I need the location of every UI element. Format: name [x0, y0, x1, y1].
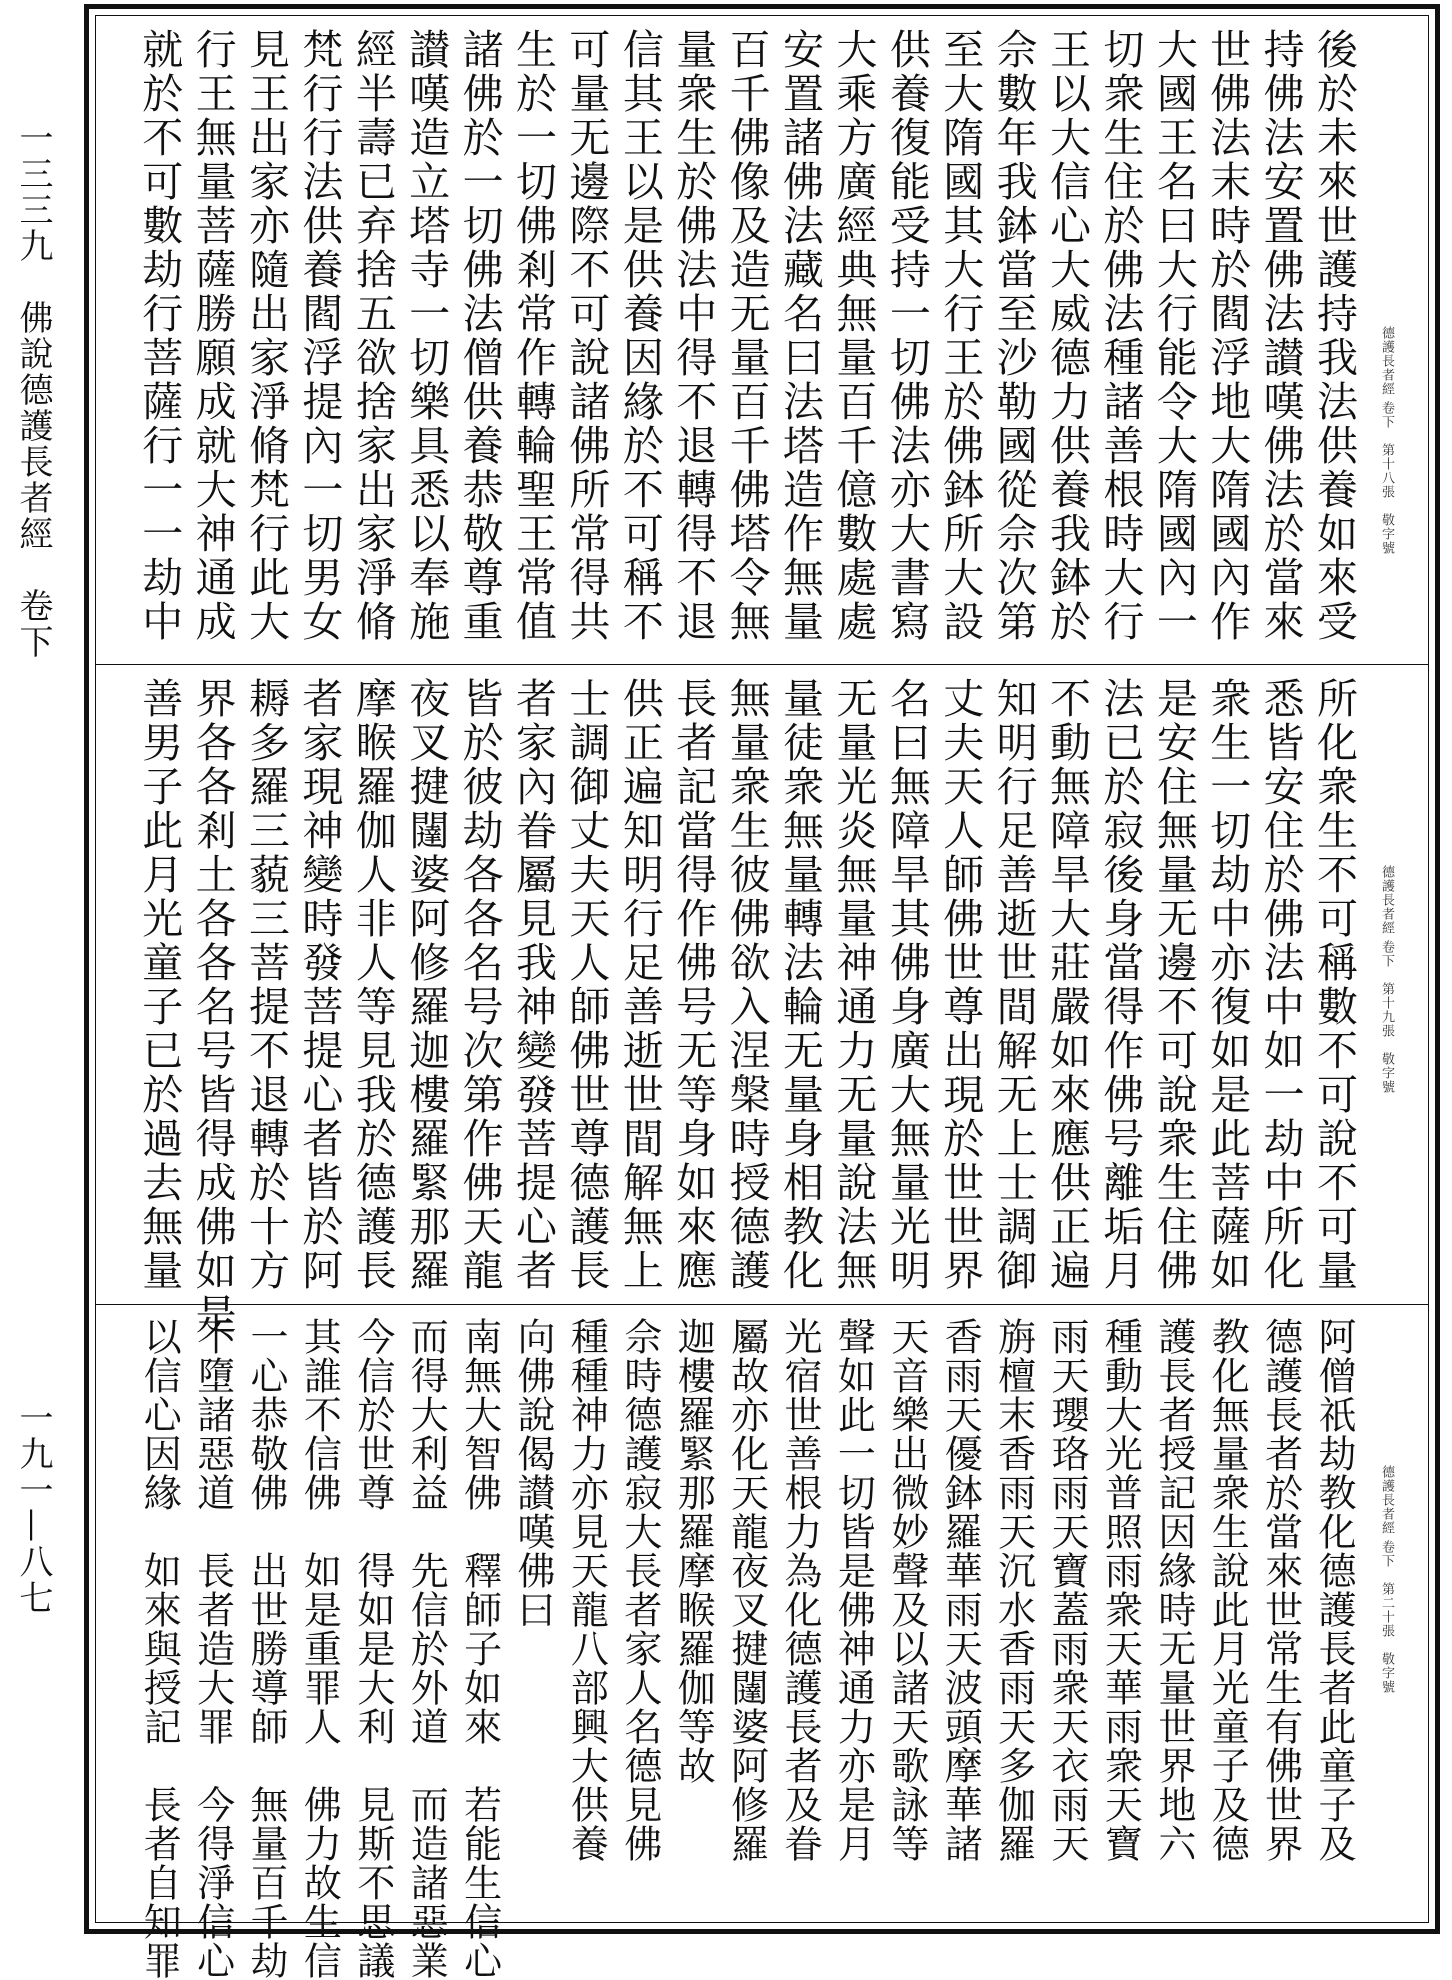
register-2	[96, 664, 1428, 1337]
register-margin-note: 德護長者經 卷下 第十八張 敬字號	[1379, 326, 1394, 556]
text-column: 大國王名曰大行能令大隋國內一	[1149, 28, 1198, 644]
text-column: 世佛法末時於閻浮地大隋國內作	[1203, 28, 1252, 644]
text-column: 大乘方廣經典無量百千億數處處	[829, 28, 878, 644]
text-column: 悉皆安住於佛法中如一劫中所化	[1256, 677, 1305, 1293]
text-column: 者家內眷屬見我神變發菩提心者	[509, 677, 557, 1293]
text-column: 是安住無量无邊不可說衆生住佛	[1149, 677, 1198, 1293]
text-column: 切衆生住於佛法種諸善根時大行	[1096, 28, 1145, 644]
text-column: 聲如此一切皆是佛神通力亦是月	[831, 1317, 876, 1863]
text-column: 而得大利益 先信於外道 而造諸惡業	[404, 1317, 449, 1980]
text-column: 名曰無障旱其佛身廣大無量光明	[882, 677, 931, 1293]
text-column: 士調御丈夫天人師佛世尊德護長	[562, 677, 611, 1293]
text-column: 摩睺羅伽人非人等見我於德護長	[348, 677, 397, 1293]
text-column: 皆於彼劫各各名号次第作佛天龍	[455, 677, 504, 1293]
text-column: 不墮諸惡道 長者造大罪 今得淨信心	[190, 1317, 235, 1980]
text-column: 見王出家亦隨出家淨脩梵行此大	[242, 28, 290, 644]
text-column: 丈夫天人師佛世尊出現於世世界	[936, 677, 985, 1293]
text-column: 知明行足善逝世間解无上士調御	[989, 677, 1038, 1293]
text-column: 種動大光普照雨衆天華雨衆天寶	[1098, 1317, 1143, 1863]
register-margin-note: 德護長者經 卷下 第二十張 敬字號	[1379, 1465, 1394, 1695]
text-column: 不動無障旱大莊嚴如來應供正遍	[1043, 677, 1091, 1293]
text-column: 德護長者於當來世常生有佛世界	[1258, 1317, 1303, 1863]
text-column: 百千佛像及造无量百千佛塔令無	[722, 28, 771, 644]
text-column: 屬故亦化天龍夜叉揵闥婆阿修羅	[724, 1317, 769, 1863]
text-column: 後於未來世護持我法供養如來受	[1310, 28, 1358, 644]
text-column: 善男子此月光童子已於過去無量	[135, 677, 184, 1293]
text-column: 至大隋國其大行王於佛鉢所大設	[936, 28, 985, 644]
text-column: 長者記當得作佛号无等身如來應	[669, 677, 718, 1293]
text-column: 佘數年我鉢當至沙勒國從佘次第	[989, 28, 1038, 644]
text-column: 護長者授記因緣時无量世界地六	[1151, 1317, 1196, 1863]
text-column: 旃檀末香雨天沉水香雨天多伽羅	[991, 1317, 1036, 1863]
text-column: 量衆生於佛法中得不退轉得不退	[669, 28, 718, 644]
text-column: 南無大智佛 釋師子如來 若能生信心	[457, 1317, 502, 1980]
margin-page-number: 一九一—八七	[13, 1400, 53, 1616]
text-column: 讃嘆造立塔寺一切樂具悉以奉施	[402, 28, 451, 644]
text-column: 安置諸佛法藏名曰法塔造作無量	[776, 28, 824, 644]
text-column: 一心恭敬佛 出世勝導師 無量百千劫	[244, 1317, 288, 1980]
text-column: 無量衆生彼佛欲入涅槃時授德護	[722, 677, 771, 1293]
text-column: 今信於世尊 得如是大利 見斯不思議	[350, 1317, 395, 1980]
text-column: 耨多羅三藐三菩提不退轉於十方	[242, 677, 290, 1293]
text-column: 可量无邊際不可說諸佛所常得共	[562, 28, 611, 644]
page-inner-border	[95, 15, 1429, 1980]
text-column: 經半壽已弃捨五欲捨家出家淨脩	[348, 28, 397, 644]
text-column: 夜叉揵闥婆阿修羅迦樓羅緊那羅	[402, 677, 451, 1293]
text-column: 教化無量衆生說此月光童子及德	[1205, 1317, 1250, 1863]
text-column: 界各各剎土各各名号皆得成佛如是	[188, 677, 237, 1337]
text-column: 雨天瓔珞雨天寶蓋雨衆天衣雨天	[1045, 1317, 1089, 1863]
text-column: 信其王以是供養因緣於不可稱不	[615, 28, 664, 644]
text-column: 供養復能受持一切佛法亦大書寫	[882, 28, 931, 644]
text-column: 諸佛於一切佛法僧供養恭敬尊重	[455, 28, 504, 644]
text-column: 无量光炎無量神通力无量說法無	[829, 677, 878, 1293]
text-column: 其誰不信佛 如是重罪人 佛力故生信	[297, 1317, 342, 1980]
text-column: 供正遍知明行足善逝世間解無上	[615, 677, 664, 1293]
text-column: 所化衆生不可稱數不可說不可量	[1310, 677, 1358, 1293]
text-column: 向佛說偈讃嘆佛曰	[511, 1317, 555, 1629]
text-column: 量徒衆無量轉法輪无量身相教化	[776, 677, 824, 1293]
text-column: 衆生一切劫中亦復如是此菩薩如	[1203, 677, 1252, 1293]
text-column: 天音樂出微妙聲及以諸天歌詠等	[884, 1317, 929, 1863]
margin-left-title: 一三三九 佛說德護長者經 卷下	[13, 120, 53, 660]
text-column: 生於一切佛剎常作轉輪聖王常值	[509, 28, 557, 644]
text-column: 梵行行法供養閻浮提內一切男女	[295, 28, 344, 644]
text-column: 持佛法安置佛法讃嘆佛法於當來	[1256, 28, 1305, 644]
register-3	[96, 1304, 1428, 1980]
text-column: 法已於寂後身當得作佛号離垢月	[1096, 677, 1145, 1293]
register-margin-note: 德護長者經 卷下 第十九張 敬字號	[1379, 865, 1394, 1095]
text-column: 以信心因緣 如來與授記 長者自知罪	[137, 1317, 182, 1980]
page-frame	[84, 4, 1440, 1980]
text-column: 迦樓羅緊那羅摩睺羅伽等故	[671, 1317, 716, 1785]
text-column: 王以大信心大威德力供養我鉢於	[1043, 28, 1091, 644]
text-column: 香雨天優鉢羅華雨天波頭摩華諸	[938, 1317, 983, 1863]
text-column: 光宿世善根力為化德護長者及眷	[778, 1317, 822, 1863]
text-column: 阿僧祇劫教化德護長者此童子及	[1312, 1317, 1356, 1863]
register-1	[96, 16, 1428, 664]
text-column: 佘時德護寂大長者家人名德見佛	[617, 1317, 662, 1863]
text-column: 種種神力亦見天龍八部興大供養	[564, 1317, 609, 1863]
text-column: 就於不可數劫行菩薩行一一劫中	[135, 28, 184, 644]
text-column: 者家現神變時發菩提心者皆於阿	[295, 677, 344, 1293]
text-column: 行王無量菩薩勝願成就大神通成	[188, 28, 237, 644]
